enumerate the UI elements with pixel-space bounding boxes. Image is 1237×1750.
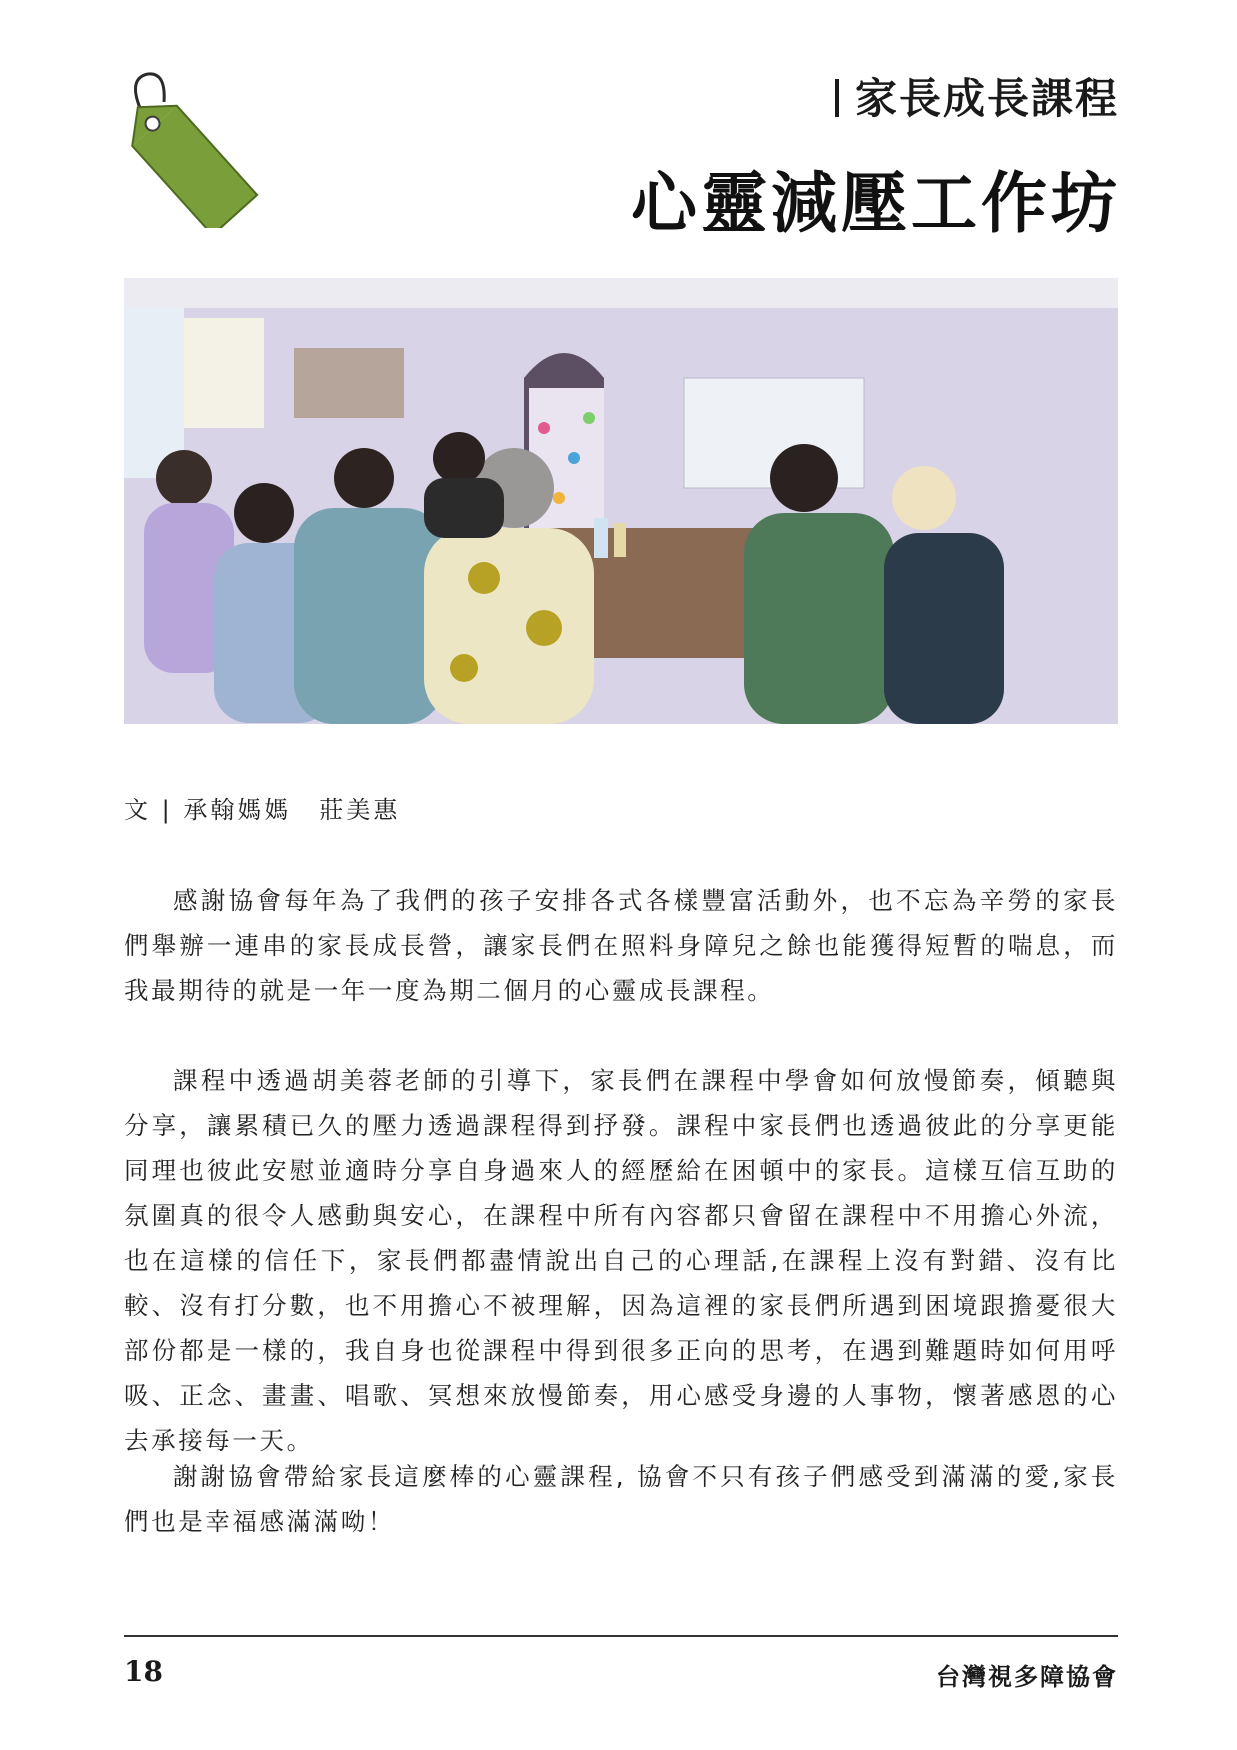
page-number: 18 — [124, 1655, 163, 1688]
section-label-text: 家長成長課程 — [854, 74, 1119, 123]
byline-prefix: 文 | 承翰媽媽 — [124, 796, 292, 824]
workshop-photo — [124, 278, 1118, 724]
divider-bar — [835, 79, 839, 117]
page-title: 心靈減壓工作坊 — [631, 164, 1121, 242]
price-tag-icon — [118, 68, 268, 228]
section-label — [835, 66, 1119, 126]
byline — [124, 790, 400, 825]
paragraph-2: 課程中透過胡美蓉老師的引導下，家長們在課程中學會如何放慢節奏，傾聽與分享，讓累積已久的壓力透過課程得到抒發。課程中家長們也透過彼此的分享更能同理也彼此安慰並適時分享自身過來人的經歷給在困頓中的家長。這樣互信互助的氛圍真的很令人感動與安心，在課程中所有內容都只會留在課程中不用擔心外流，也在這樣的信任下，家長們都盡情說出自己的心理話,在課程上沒有對錯、沒有比較、沒有打分數，也不用擔心不被理解，因為這裡的家長們所遇到困境跟擔憂很大部份都是一樣的，我自身也從課程中得到很多正向的思考，在遇到難題時如何用呼吸、正念、畫畫、唱歌、冥想來放慢節奏，用心感受身邊的人事物，懷著感恩的心去承接每一天。 — [124, 1066, 1118, 1455]
organization-name: 台灣視多障協會 — [936, 1662, 1118, 1691]
paragraph-3: 謝謝協會帶給家長這麼棒的心靈課程, 協會不只有孩子們感受到滿滿的愛,家長們也是幸福感滿滿呦！ — [124, 1462, 1118, 1536]
paragraph-1: 感謝協會每年為了我們的孩子安排各式各樣豐富活動外，也不忘為辛勞的家長們舉辦一連串的家長成長營，讓家長們在照料身障兒之餘也能獲得短暫的喘息，而我最期待的就是一年一度為期二個月的心靈成長課程。 — [124, 886, 1118, 1005]
byline-author: 莊美惠 — [319, 796, 401, 824]
footer-divider — [124, 1635, 1118, 1637]
